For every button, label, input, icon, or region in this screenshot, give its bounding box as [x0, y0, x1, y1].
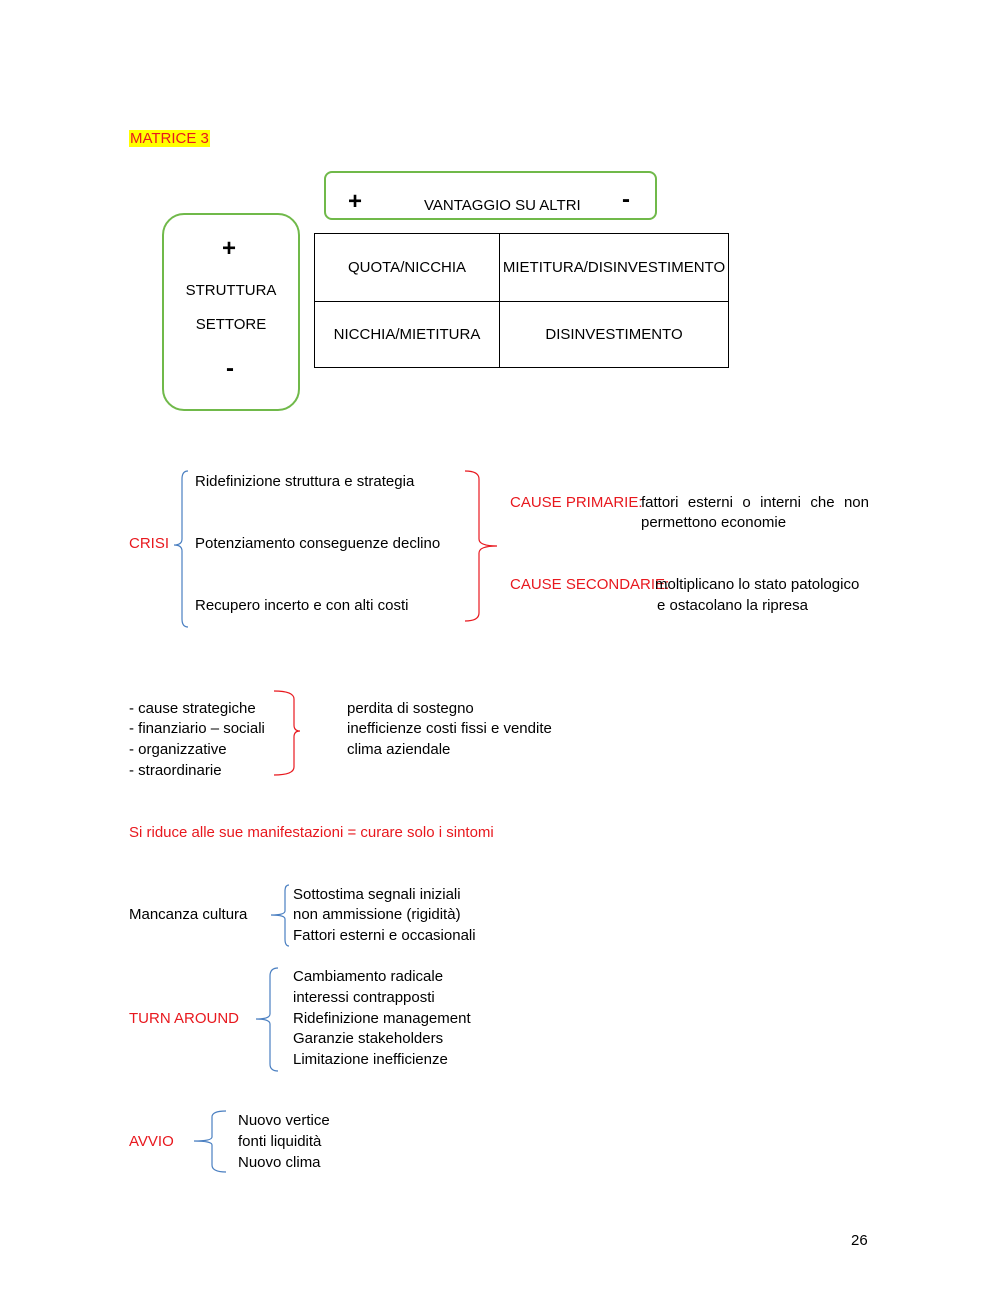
cause-secondarie-label: CAUSE SECONDARIE:	[510, 576, 670, 593]
advantage-label: VANTAGGIO SU ALTRI	[424, 197, 581, 214]
turnaround-label: TURN AROUND	[129, 1010, 240, 1027]
page-title	[129, 130, 210, 148]
matrix-cell: MIETITURA/DISINVESTIMENTO	[500, 234, 729, 302]
sector-label: SETTORE	[195, 316, 267, 333]
page-number: 26	[851, 1232, 868, 1249]
cause-primarie-text: permettono economie	[641, 514, 787, 531]
mancanza-item: Fattori esterni e occasionali	[293, 927, 476, 944]
turnaround-item: interessi contrapposti	[293, 989, 435, 1006]
causes-brace	[463, 469, 499, 625]
matrix-cell: NICCHIA/MIETITURA	[315, 302, 500, 368]
effect-item: clima aziendale	[347, 741, 451, 758]
cause-secondarie-text: moltiplicano lo stato patologico	[655, 576, 860, 593]
cause-brace	[272, 689, 302, 779]
turnaround-item: Ridefinizione management	[293, 1010, 471, 1027]
turnaround-item: Garanzie stakeholders	[293, 1030, 444, 1047]
title-text: MATRICE 3	[130, 130, 209, 147]
cause-primarie-text: fattori esterni o interni che non	[641, 494, 869, 511]
note-text: Si riduce alle sue manifestazioni = curare solo i sintomi	[129, 824, 494, 841]
mancanza-item: non ammissione (rigidità)	[293, 906, 461, 923]
avvio-brace	[192, 1109, 228, 1175]
cause-item: - organizzative	[129, 741, 227, 758]
structure-box	[162, 213, 300, 411]
matrix-cell: DISINVESTIMENTO	[500, 302, 729, 368]
plus-sign: +	[222, 235, 237, 262]
crisi-item: Potenziamento conseguenze declino	[195, 535, 441, 552]
structure-label: STRUTTURA	[185, 282, 277, 299]
minus-sign: -	[622, 186, 630, 213]
effect-item: inefficienze costi fissi e vendite	[347, 720, 552, 737]
crisi-brace	[172, 469, 192, 629]
turnaround-item: Cambiamento radicale	[293, 968, 444, 985]
matrix-cell: QUOTA/NICCHIA	[315, 234, 500, 302]
mancanza-label: Mancanza cultura	[129, 906, 248, 923]
crisi-item: Ridefinizione struttura e strategia	[195, 473, 415, 490]
matrix-table	[314, 233, 729, 368]
cause-secondarie-text: e ostacolano la ripresa	[657, 597, 808, 614]
advantage-box	[324, 171, 657, 220]
cause-item: - straordinarie	[129, 762, 222, 779]
turnaround-item: Limitazione inefficienze	[293, 1051, 448, 1068]
avvio-item: Nuovo vertice	[238, 1112, 330, 1129]
plus-sign: +	[348, 188, 363, 215]
minus-sign: -	[226, 355, 234, 382]
effect-item: perdita di sostegno	[347, 700, 474, 717]
cause-item: - cause strategiche	[129, 700, 256, 717]
cause-item: - finanziario – sociali	[129, 720, 265, 737]
mancanza-brace	[269, 883, 291, 949]
avvio-label: AVVIO	[129, 1133, 174, 1150]
crisi-item: Recupero incerto e con alti costi	[195, 597, 409, 614]
crisi-label: CRISI	[129, 535, 170, 552]
mancanza-item: Sottostima segnali iniziali	[293, 886, 461, 903]
turnaround-brace	[254, 966, 280, 1074]
avvio-item: Nuovo clima	[238, 1154, 321, 1171]
avvio-item: fonti liquidità	[238, 1133, 322, 1150]
cause-primarie-label: CAUSE PRIMARIE:	[510, 494, 643, 511]
